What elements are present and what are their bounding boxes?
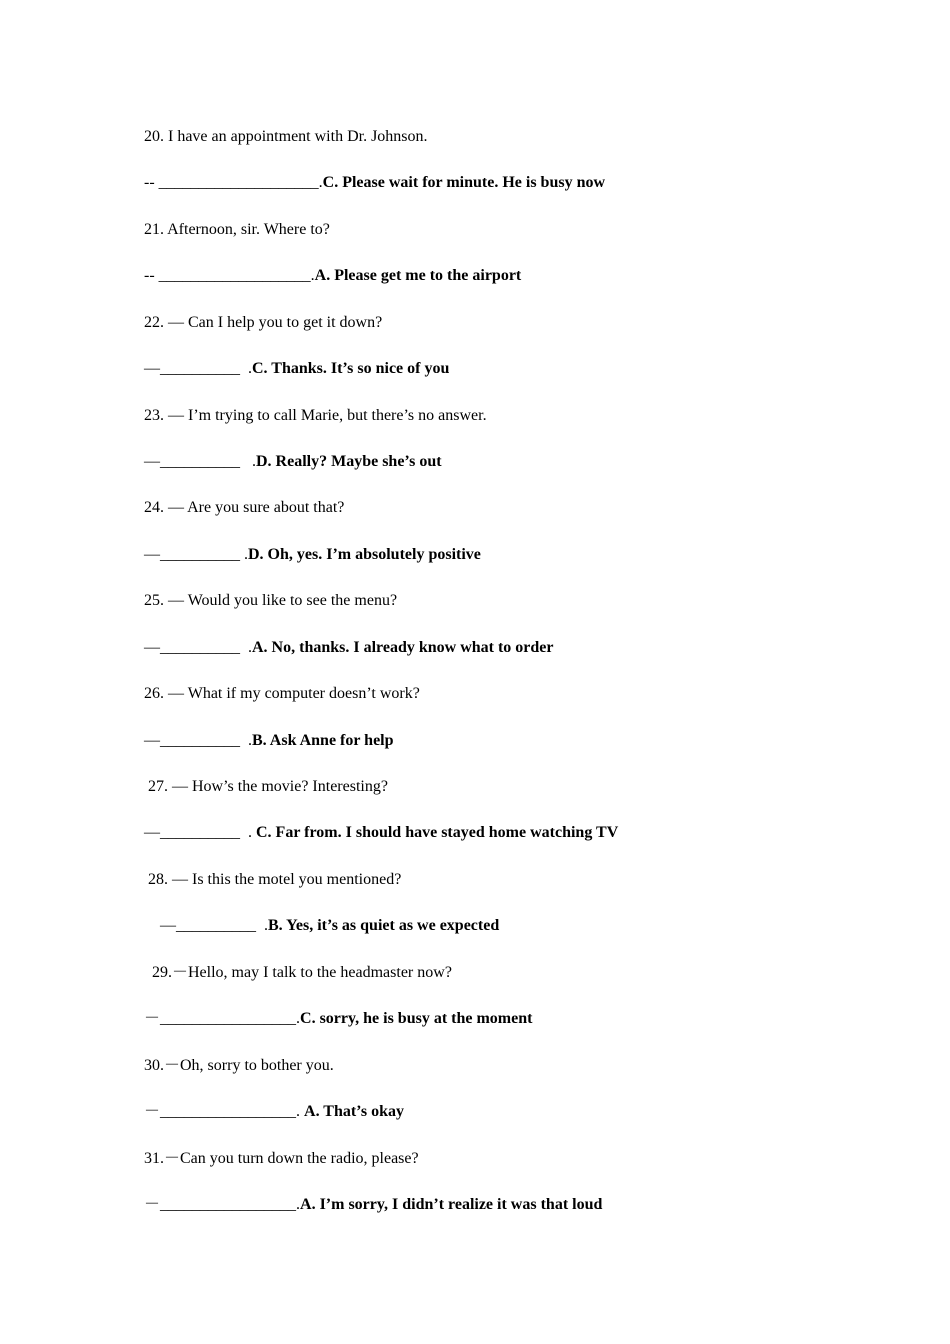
answer-text: B. Yes, it’s as quiet as we expected — [268, 917, 500, 934]
answer-29 — [144, 1009, 532, 1029]
answer-blank: -- ____________________. — [144, 174, 323, 191]
question-text: 26. — What if my computer doesn’t work? — [144, 685, 420, 702]
question-text: 29.－Hello, may I talk to the headmaster now? — [144, 964, 452, 981]
answer-22 — [144, 359, 449, 379]
answer-blank: －_________________. — [144, 1196, 301, 1213]
question-text: 23. — I’m trying to call Marie, but there’s no answer. — [144, 407, 487, 424]
answer-text: C. sorry, he is busy at the moment — [300, 1010, 533, 1027]
answer-24 — [144, 545, 481, 565]
answer-blank: —__________ . — [144, 639, 252, 656]
question-28 — [144, 870, 401, 890]
question-31 — [144, 1149, 419, 1169]
answer-text: D. Oh, yes. I’m absolutely positive — [248, 546, 481, 563]
question-text: 27. — How’s the movie? Interesting? — [144, 778, 388, 795]
question-24 — [144, 498, 344, 518]
answer-21 — [144, 266, 521, 286]
question-27 — [144, 777, 388, 797]
question-20 — [144, 127, 428, 147]
answer-20 — [144, 173, 605, 193]
answer-blank: —__________ . — [144, 917, 268, 934]
answer-text: A. No, thanks. I already know what to order — [252, 639, 554, 656]
answer-blank: —__________ . — [144, 732, 252, 749]
answer-text: A. I’m sorry, I didn’t realize it was that loud — [300, 1196, 603, 1213]
answer-text: A. That’s okay — [304, 1103, 405, 1120]
question-text: 24. — Are you sure about that? — [144, 499, 345, 516]
question-22 — [144, 313, 382, 333]
answer-text: C. Please wait for minute. He is busy now — [322, 174, 606, 191]
question-26 — [144, 684, 420, 704]
question-text: 30.－Oh, sorry to bother you. — [144, 1057, 334, 1074]
answer-27 — [144, 823, 618, 843]
answer-blank: —__________ . — [144, 546, 248, 563]
answer-30 — [144, 1102, 404, 1122]
answer-blank: －_________________. — [144, 1010, 301, 1027]
answer-text: A. Please get me to the airport — [314, 267, 522, 284]
question-text: 25. — Would you like to see the menu? — [144, 592, 398, 609]
question-29 — [144, 963, 452, 983]
answer-26 — [144, 731, 394, 751]
answer-text: B. Ask Anne for help — [252, 732, 394, 749]
question-text: 20. I have an appointment with Dr. Johnson. — [144, 128, 428, 145]
question-text: 31.－Can you turn down the radio, please? — [144, 1150, 419, 1167]
answer-text: C. Thanks. It’s so nice of you — [252, 360, 450, 377]
question-text: 21. Afternoon, sir. Where to? — [144, 221, 330, 238]
answer-blank: —__________ . — [144, 360, 252, 377]
question-21 — [144, 220, 330, 240]
answer-25 — [144, 638, 554, 658]
answer-text: D. Really? Maybe she’s out — [256, 453, 442, 470]
answer-28 — [144, 916, 499, 936]
question-23 — [144, 406, 487, 426]
question-25 — [144, 591, 397, 611]
question-text: 22. — Can I help you to get it down? — [144, 314, 383, 331]
question-text: 28. — Is this the motel you mentioned? — [144, 871, 402, 888]
answer-blank: -- ___________________. — [144, 267, 315, 284]
answer-31 — [144, 1195, 602, 1215]
answer-blank: —__________ . — [144, 824, 256, 841]
question-30 — [144, 1056, 334, 1076]
answer-23 — [144, 452, 442, 472]
answer-blank: －_________________. — [144, 1103, 305, 1120]
answer-blank: —__________ . — [144, 453, 256, 470]
answer-text: C. Far from. I should have stayed home watching TV — [256, 824, 619, 841]
